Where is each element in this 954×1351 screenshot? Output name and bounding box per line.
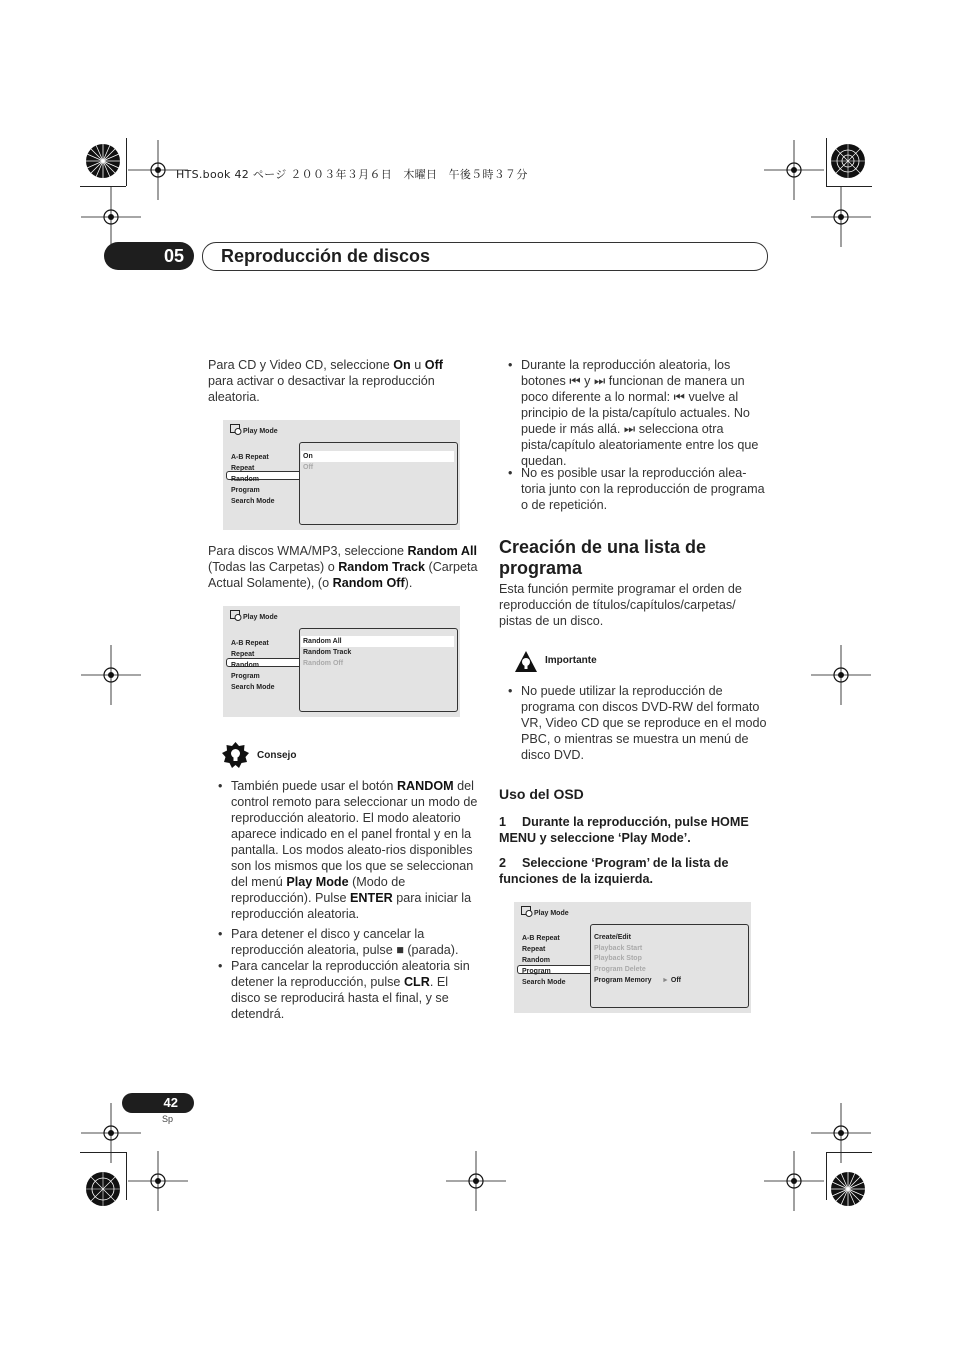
instruction-step: 2 Seleccione ‘Program’ de la lista de funciones de la izquierda.: [499, 856, 729, 886]
next-track-icon: ⏭: [593, 374, 606, 388]
tip-bullet: • También puede usar el botón RANDOM del control remoto para seleccionar un modo de reproducción aleatorio. El modo aleatorio aparece indicado en el panel frontal y en la pantalla. Los modos aleato-rios disponibles son los mismos que los que se seleccionan del menú Play Mode (Modo de reproducción). Pulse ENTER para iniciar la reproducción aleatoria.: [218, 779, 478, 921]
registration-starburst-icon: [85, 143, 121, 179]
intro-wma-paragraph: Para discos WMA/MP3, seleccione Random All (Todas las Carpetas) o Random Track (Carpeta Actual Solamente), (o Random Off).: [208, 544, 478, 590]
page-number: 42: [122, 1093, 194, 1113]
important-bullet: • No puede utilizar la reproducción de programa con discos DVD-RW del formato VR, Video CD que se reproduce en el modo PBC, o mientras se muestra un menú de disco DVD.: [508, 684, 767, 762]
crop-line: [826, 1152, 872, 1153]
crop-line: [80, 186, 126, 187]
crosshair-mark-icon: [811, 645, 871, 705]
osd-title: Play Mode: [243, 428, 278, 435]
crosshair-mark-icon: [811, 187, 871, 247]
menu-item[interactable]: Random: [231, 662, 259, 669]
section-title: Creación de una lista de programa: [499, 537, 707, 578]
subsection-title: Uso del OSD: [499, 786, 584, 802]
bullet-dot: •: [218, 959, 223, 973]
previous-track-icon: ⏮: [569, 374, 581, 388]
option-program-memory[interactable]: Program Memory: [594, 977, 652, 984]
osd-menu: [522, 933, 566, 988]
crosshair-mark-icon: [81, 645, 141, 705]
osd-menu: [231, 638, 275, 693]
crosshair-mark-icon: [446, 1151, 506, 1211]
crop-line: [126, 1152, 127, 1200]
tip-lightbulb-icon: [222, 742, 249, 769]
crosshair-mark-icon: [81, 187, 141, 247]
menu-item[interactable]: Program: [231, 487, 260, 494]
crop-line: [826, 138, 827, 186]
chapter-number: 05: [104, 242, 194, 270]
crop-line: [80, 1152, 126, 1153]
menu-item[interactable]: Random: [522, 957, 550, 964]
play-mode-icon: [230, 610, 242, 621]
menu-item[interactable]: A-B Repeat: [231, 454, 269, 461]
next-track-icon: ⏭: [623, 422, 636, 436]
menu-item[interactable]: A-B Repeat: [231, 640, 269, 647]
menu-item[interactable]: A-B Repeat: [522, 935, 560, 942]
menu-item[interactable]: Search Mode: [231, 498, 275, 505]
osd-play-mode-program: [514, 902, 751, 1013]
osd-title: Play Mode: [534, 910, 569, 917]
random-restriction-bullet: • No es posible usar la reproducción alea-toria junto con la reproducción de programa o de repetición.: [508, 466, 765, 512]
intro-cd-paragraph: Para CD y Video CD, seleccione On u Off para activar o desactivar la reproducción aleatoria.: [208, 358, 443, 404]
crop-line: [826, 186, 872, 187]
registration-starburst-icon: [830, 143, 866, 179]
chapter-title: Reproducción de discos: [202, 242, 768, 271]
option-program-delete[interactable]: Program Delete: [594, 966, 646, 973]
section-intro: Esta función permite programar el orden de reproducción de títulos/capítulos/carpetas/ pistas de un disco.: [499, 582, 742, 628]
program-memory-value[interactable]: ► Off: [662, 977, 681, 984]
menu-item[interactable]: Repeat: [231, 651, 255, 658]
bullet-dot: •: [218, 927, 223, 941]
previous-track-icon: ⏮: [673, 390, 685, 404]
menu-item[interactable]: Search Mode: [231, 684, 275, 691]
crosshair-mark-icon: [764, 1151, 824, 1211]
option-playback-stop[interactable]: Playback Stop: [594, 955, 642, 962]
option-off[interactable]: Off: [303, 464, 314, 471]
bullet-dot: •: [508, 466, 513, 480]
instruction-step: 1 Durante la reproducción, pulse HOME MENU y seleccione ‘Play Mode’.: [499, 815, 749, 845]
tip-bullet: • Para detener el disco y cancelar la reproducción aleatoria, pulse ■ (parada).: [218, 927, 459, 957]
option-random-off[interactable]: Random Off: [303, 660, 344, 667]
tip-label: Consejo: [257, 750, 297, 761]
bullet-dot: •: [218, 779, 223, 793]
option-random-all[interactable]: Random All: [301, 636, 454, 647]
osd-play-mode-random-wma: [223, 606, 460, 717]
important-label: Importante: [545, 655, 597, 666]
play-mode-icon: [521, 906, 533, 917]
print-header: HTS.book 42 ページ ２００３年３月６日 木曜日 午後５時３７分: [176, 168, 528, 181]
crop-line: [826, 1152, 827, 1200]
play-mode-icon: [230, 424, 242, 435]
menu-item[interactable]: Repeat: [522, 946, 546, 953]
registration-starburst-icon: [830, 1171, 866, 1207]
crosshair-mark-icon: [128, 1151, 188, 1211]
osd-menu: [231, 452, 275, 507]
bullet-dot: •: [508, 684, 513, 698]
play-arrow-icon: ►: [662, 977, 669, 984]
option-random-track[interactable]: Random Track: [303, 649, 352, 656]
random-behavior-bullet: • Durante la reproducción aleatoria, los botones ⏮ y ⏭ funcionan de manera un poco diferente a lo normal: ⏮ vuelve al principio de la pista/capítulo actuales. No puede ir más allá. ⏭ selecciona otra pista/capítulo aleatoriamente entre los que quedan.: [508, 358, 759, 468]
menu-item[interactable]: Search Mode: [522, 979, 566, 986]
osd-play-mode-random-cd: [223, 420, 460, 530]
option-playback-start[interactable]: Playback Start: [594, 945, 643, 952]
option-create-edit[interactable]: Create/Edit: [594, 934, 631, 941]
crop-line: [126, 138, 127, 186]
tip-bullet: • Para cancelar la reproducción aleatoria sin detener la reproducción, pulse CLR. El disco se reproducirá hasta el final, y se detendrá.: [218, 959, 470, 1021]
important-warning-icon: [514, 650, 538, 674]
bullet-dot: •: [508, 358, 513, 372]
menu-item[interactable]: Repeat: [231, 465, 255, 472]
menu-item[interactable]: Random: [231, 476, 259, 483]
registration-starburst-icon: [85, 1171, 121, 1207]
menu-item[interactable]: Program: [231, 673, 260, 680]
option-on[interactable]: On: [301, 451, 454, 462]
osd-title: Play Mode: [243, 614, 278, 621]
menu-item[interactable]: Program: [522, 968, 551, 975]
page-language: Sp: [162, 1114, 174, 1124]
